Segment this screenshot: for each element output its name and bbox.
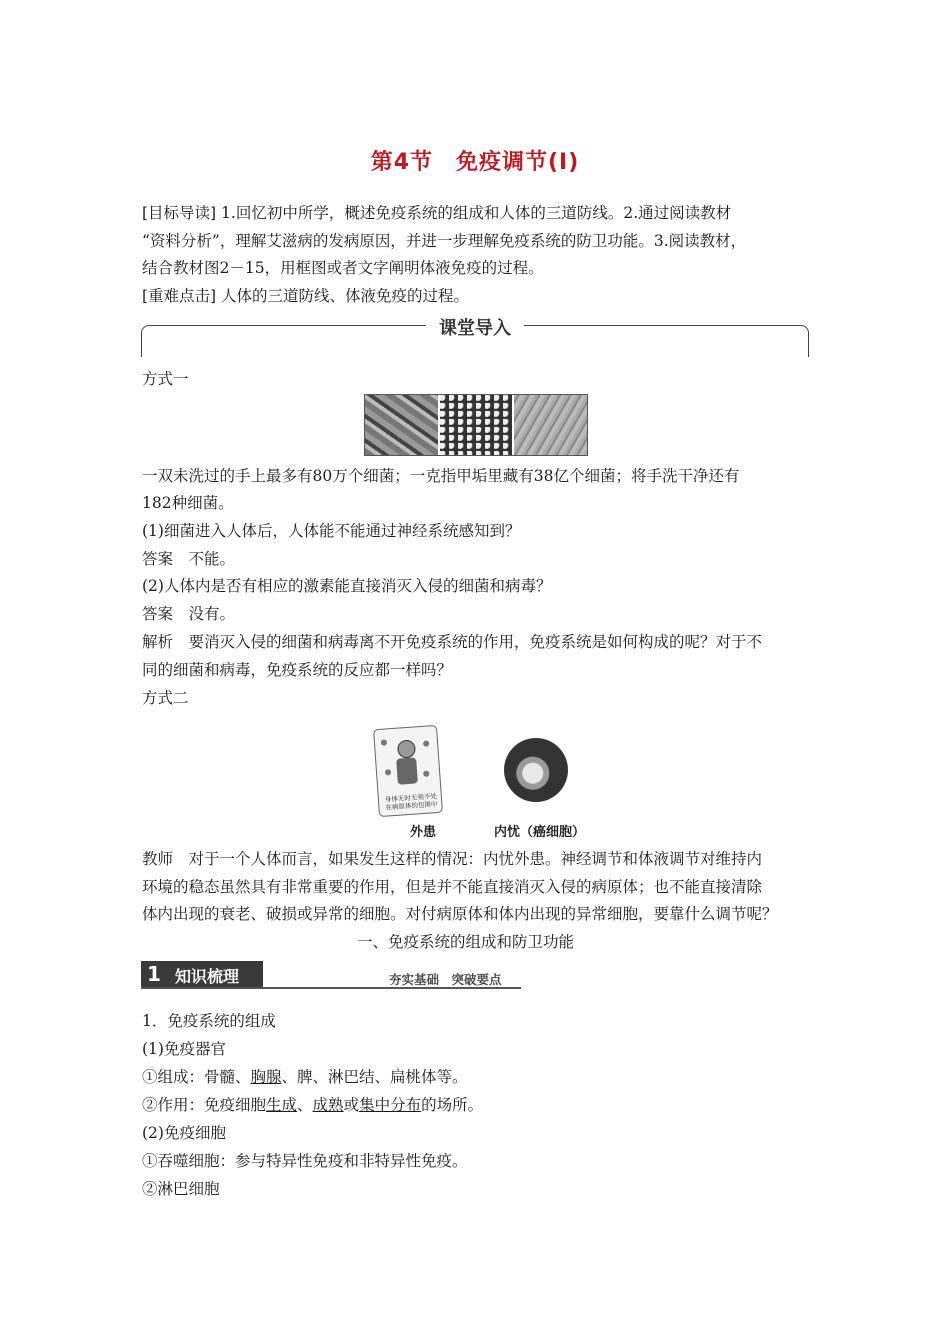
kid-head <box>397 739 416 758</box>
teacher-line-3: 体内出现的衰老、破损或异常的细胞。对付病原体和体内出现的异常细胞，要靠什么调节呢？ <box>142 905 778 923</box>
analysis-line-2: 同的细菌和病毒，免疫系统的反应都一样吗？ <box>142 661 453 679</box>
knowledge-number: 1 <box>147 962 161 986</box>
knowledge-bar <box>141 961 521 989</box>
frame-title: 课堂导入 <box>439 318 511 339</box>
item2-separator-1: 、 <box>297 1096 313 1114</box>
class-intro-frame <box>141 318 809 357</box>
method1-heading: 方式一 <box>142 370 189 388</box>
item1-suffix: 、脾、淋巴结、扁桃体等。 <box>281 1068 468 1086</box>
method1-paragraph-1: 一双未洗过的手上最多有80万个细菌；一克指甲垢里藏有38亿个细菌；将手洗干净还有 <box>142 467 740 485</box>
kid-body <box>396 757 418 784</box>
item2-underlined-1: 生成 <box>266 1096 298 1114</box>
frame-border-right <box>524 325 809 357</box>
focus-text: 人体的三道防线、体液免疫的过程。 <box>221 287 470 305</box>
item2-underlined-2: 成熟 <box>312 1096 344 1114</box>
item2-underlined-3: 集中分布 <box>359 1096 422 1114</box>
goal-line-3: 结合教材图2－15，用框图或者文字阐明体液免疫的过程。 <box>142 259 544 277</box>
content-heading-1: 1．免疫系统的组成 <box>142 1012 276 1030</box>
answer-2: 答案 没有。 <box>142 605 236 623</box>
knowledge-badge <box>141 961 263 987</box>
content-heading-3: (2)免疫细胞 <box>142 1124 226 1142</box>
item1-prefix: ①组成：骨髓、 <box>142 1068 251 1086</box>
item2-suffix: 的场所。 <box>421 1096 484 1114</box>
caption-internal: 内忧（癌细胞） <box>494 825 586 840</box>
content-item-3: ①吞噬细胞：参与特异性免疫和非特异性免疫。 <box>142 1152 468 1170</box>
caption-external: 外患 <box>410 825 437 840</box>
goal-text-1: 1.回忆初中所学，概述免疫系统的组成和人体的三道防线。2.通过阅读教材 <box>221 204 732 222</box>
teacher-line-1: 教师 对于一个人体而言，如果发生这样的情况：内忧外患。神经调节和体液调节对维持内 <box>142 850 763 868</box>
method1-paragraph-2: 182种细菌。 <box>142 494 234 512</box>
item1-underlined: 胸腺 <box>250 1068 282 1086</box>
content-item-2 <box>142 1095 822 1115</box>
germ-icon <box>423 740 429 746</box>
bacteria-micrographs <box>364 394 588 456</box>
micrograph-cocci <box>440 395 513 455</box>
goal-line-2: “资料分析”，理解艾滋病的发病原因，并进一步理解免疫系统的防卫功能。3.阅读教材， <box>142 232 747 250</box>
content-item-1 <box>142 1067 822 1087</box>
method2-heading: 方式二 <box>142 689 189 707</box>
card-caption: 身体无时无刻不处在病原体的包围中 <box>384 792 438 812</box>
focus-line <box>142 286 822 306</box>
answer-1: 答案 不能。 <box>142 550 236 568</box>
focus-label: [重难点击] <box>142 287 217 305</box>
threats-figure <box>370 723 590 843</box>
germ-icon <box>385 769 391 775</box>
content-item-4: ②淋巴细胞 <box>142 1180 220 1198</box>
cancer-cell-image <box>504 738 568 802</box>
germ-icon <box>381 739 387 745</box>
kid-with-germs-illustration <box>373 725 443 817</box>
knowledge-divider <box>141 987 521 989</box>
teacher-line-2: 环境的稳态虽然具有非常重要的作用，但是并不能直接消灭入侵的病原体；也不能直接清除 <box>142 878 763 896</box>
knowledge-label: 知识梳理 <box>175 967 240 986</box>
content-heading-2: (1)免疫器官 <box>142 1040 226 1058</box>
section-heading: 一、免疫系统的组成和防卫功能 <box>357 933 575 951</box>
item2-prefix: ②作用：免疫细胞 <box>142 1096 267 1114</box>
item2-separator-2: 或 <box>343 1096 360 1114</box>
micrograph-spirilla <box>514 395 587 455</box>
goal-line-1 <box>142 203 822 223</box>
question-1: (1)细菌进入人体后，人体能不能通过神经系统感知到？ <box>142 522 521 540</box>
micrograph-rods <box>365 395 438 455</box>
frame-border-left <box>141 325 426 357</box>
page-title: 第4节 免疫调节(Ⅰ) <box>370 150 580 175</box>
question-2: (2)人体内是否有相应的激素能直接消灭入侵的细菌和病毒？ <box>142 577 552 595</box>
goal-label: [目标导读] <box>142 204 217 222</box>
knowledge-subtitle: 夯实基础 突破要点 <box>389 972 502 987</box>
germ-icon <box>423 771 429 777</box>
analysis-line-1: 解析 要消灭入侵的细菌和病毒离不开免疫系统的作用，免疫系统是如何构成的呢？对于不 <box>142 633 763 651</box>
